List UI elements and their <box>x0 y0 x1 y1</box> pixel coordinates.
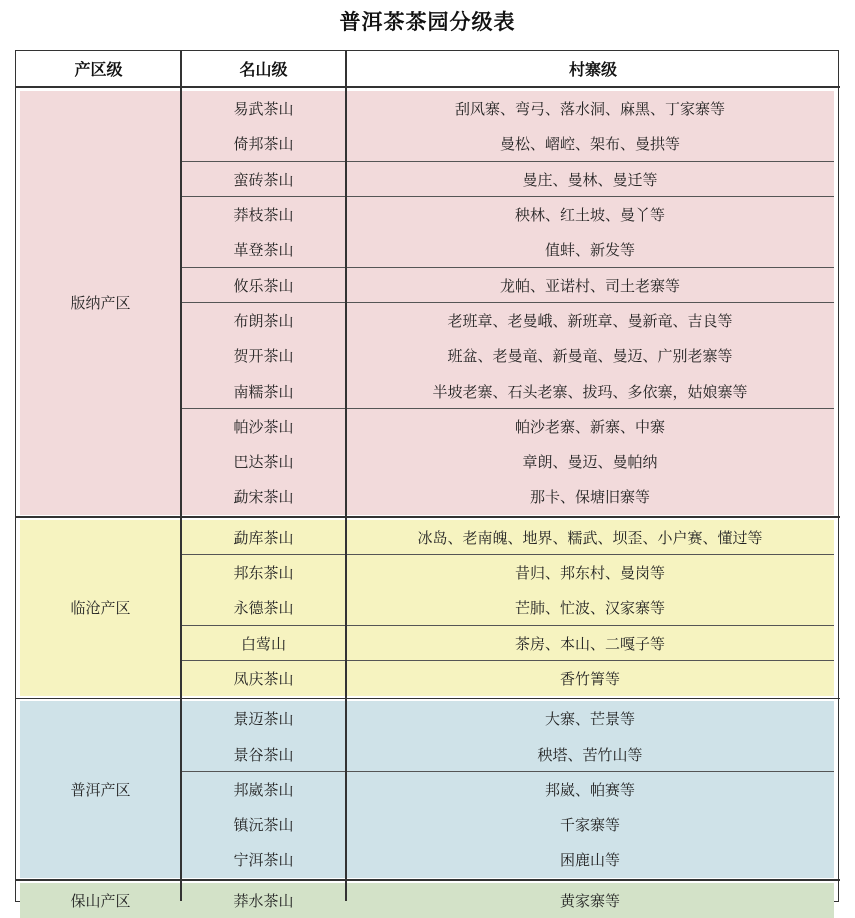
tea-garden-table <box>15 50 839 910</box>
village-cell: 千家寨等 <box>346 807 834 842</box>
village-cell: 那卡、保塘旧寨等 <box>346 479 834 514</box>
mountain-cell: 蛮砖茶山 <box>181 162 346 197</box>
mountain-cell: 镇沅茶山 <box>181 807 346 842</box>
mountain-cell: 布朗茶山 <box>181 303 346 338</box>
mountain-cell: 勐库茶山 <box>181 520 346 555</box>
village-cell: 帕沙老寨、新寨、中寨 <box>346 409 834 444</box>
village-cell: 困鹿山等 <box>346 842 834 877</box>
village-cell: 茶房、本山、二嘎子等 <box>346 626 834 661</box>
mountain-cell: 邦东茶山 <box>181 555 346 590</box>
mountain-cell: 南糯茶山 <box>181 373 346 408</box>
mountain-cell: 白莺山 <box>181 626 346 661</box>
mountain-cell: 易武茶山 <box>181 91 346 126</box>
village-cell: 班盆、老曼竜、新曼竜、曼迈、广别老寨等 <box>346 338 834 373</box>
header-region: 产区级 <box>74 60 123 79</box>
village-cell: 邦崴、帕赛等 <box>346 772 834 807</box>
mountain-cell: 宁洱茶山 <box>181 842 346 877</box>
region-divider <box>16 516 840 518</box>
mountain-cell: 帕沙茶山 <box>181 409 346 444</box>
mountain-cell: 凤庆茶山 <box>181 661 346 696</box>
mountain-cell: 景迈茶山 <box>181 701 346 736</box>
village-cell: 秧塔、苦竹山等 <box>346 736 834 771</box>
mountain-cell: 巴达茶山 <box>181 444 346 479</box>
page-title: 普洱茶茶园分级表 <box>339 10 516 34</box>
region-cell: 临沧产区 <box>20 520 181 697</box>
column-divider-region <box>180 51 182 901</box>
village-cell: 曼松、嶍崆、架布、曼拱等 <box>346 126 834 161</box>
header-mountain: 名山级 <box>239 60 288 79</box>
village-cell: 曼庄、曼林、曼迁等 <box>346 162 834 197</box>
region-divider <box>16 879 840 881</box>
mountain-cell: 景谷茶山 <box>181 736 346 771</box>
mountain-cell: 倚邦茶山 <box>181 126 346 161</box>
mountain-cell: 莽水茶山 <box>181 883 346 918</box>
village-cell: 香竹箐等 <box>346 661 834 696</box>
village-cell: 秧林、红土坡、曼丫等 <box>346 197 834 232</box>
village-cell: 刮风寨、弯弓、落水洞、麻黑、丁家寨等 <box>346 91 834 126</box>
village-cell: 章朗、曼迈、曼帕纳 <box>346 444 834 479</box>
village-cell: 值蚌、新发等 <box>346 232 834 267</box>
mountain-cell: 邦崴茶山 <box>181 772 346 807</box>
village-cell: 芒肺、忙波、汉家寨等 <box>346 590 834 625</box>
region-cell: 普洱产区 <box>20 701 181 878</box>
mountain-cell: 攸乐茶山 <box>181 268 346 303</box>
village-cell: 昔归、邦东村、曼岗等 <box>346 555 834 590</box>
column-divider-mountain <box>345 51 347 901</box>
village-cell: 龙帕、亚诺村、司土老寨等 <box>346 268 834 303</box>
header-village: 村寨级 <box>568 60 617 79</box>
region-divider <box>16 698 840 700</box>
mountain-cell: 贺开茶山 <box>181 338 346 373</box>
village-cell: 冰岛、老南魄、地界、糯武、坝歪、小户赛、懂过等 <box>346 520 834 555</box>
mountain-cell: 勐宋茶山 <box>181 479 346 514</box>
mountain-cell: 革登茶山 <box>181 232 346 267</box>
village-cell: 黄家寨等 <box>346 883 834 918</box>
header-divider <box>16 86 840 88</box>
mountain-cell: 莽枝茶山 <box>181 197 346 232</box>
region-cell: 版纳产区 <box>20 91 181 515</box>
village-cell: 大寨、芒景等 <box>346 701 834 736</box>
village-cell: 老班章、老曼峨、新班章、曼新竜、吉良等 <box>346 303 834 338</box>
region-cell: 保山产区 <box>20 883 181 918</box>
village-cell: 半坡老寨、石头老寨、拔玛、多依寨，姑娘寨等 <box>346 373 834 408</box>
mountain-cell: 永德茶山 <box>181 590 346 625</box>
